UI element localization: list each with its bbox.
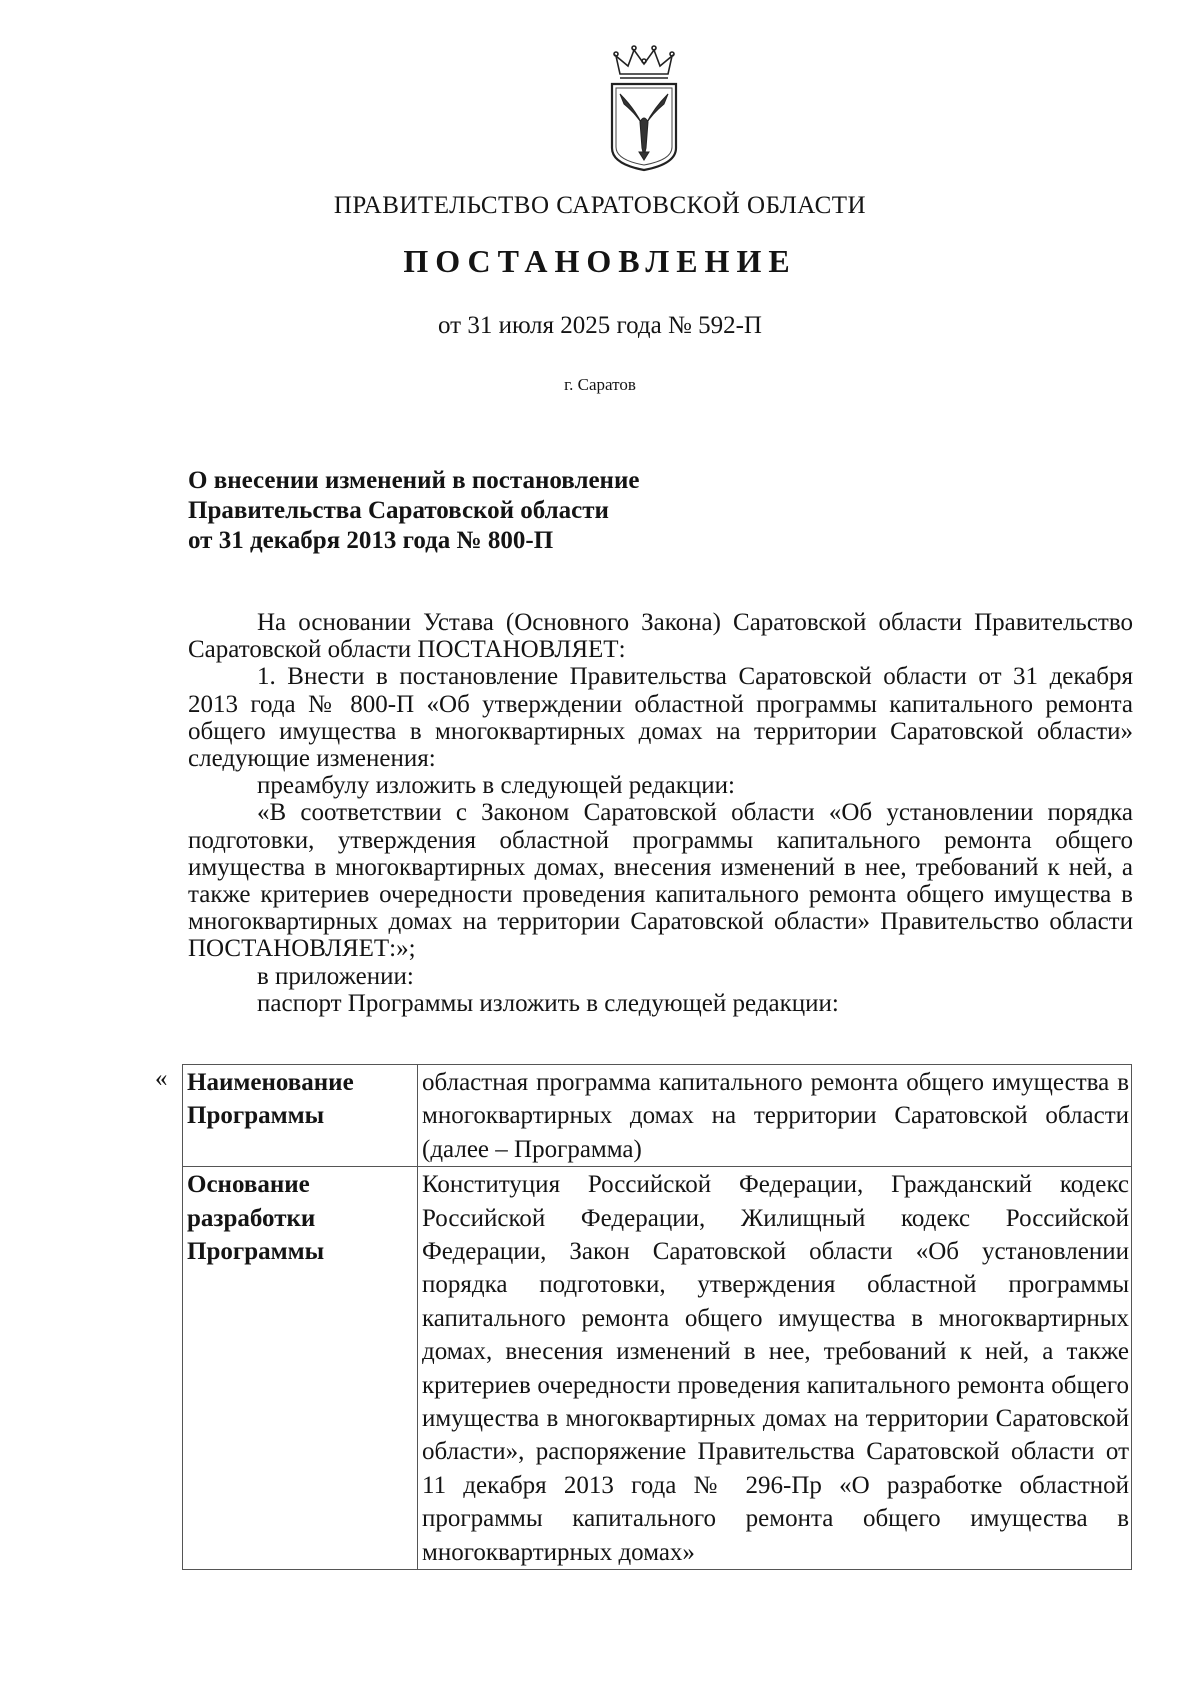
saratov-coat-of-arms-icon — [606, 44, 682, 172]
document-date-number: от 31 июля 2025 года № 592-П — [438, 312, 762, 339]
subject-line: от 31 декабря 2013 года № 800-П — [188, 527, 554, 554]
document-body — [188, 609, 1133, 1017]
body-paragraph: в приложении: — [257, 962, 414, 990]
subject-line: Правительства Саратовской области — [188, 497, 609, 524]
table-cell-value: областная программа капитального ремонта общего имущества в многоквартирных домах на территории Саратовской области (далее – Программа) — [418, 1065, 1132, 1167]
body-paragraph: паспорт Программы изложить в следующей редакции: — [257, 989, 839, 1017]
body-paragraph: 1. Внести в постановление Правительства Саратовской области от 31 декабря 2013 года № 800-П «Об утверждении областной программы капитального ремонта общего имущества в многоквартирных домах на территории Саратовской области» следующие изменения: — [188, 663, 1133, 773]
document-subject — [188, 466, 639, 556]
table-row — [183, 1065, 1132, 1167]
table-row — [183, 1167, 1132, 1570]
table-cell-label: Основание разработки Программы — [183, 1167, 418, 1570]
opening-quote: « — [155, 1065, 168, 1092]
body-paragraph: На основании Устава (Основного Закона) Саратовской области Правительство Саратовской области ПОСТАНОВЛЯЕТ: — [188, 609, 1133, 664]
document-type-title: ПОСТАНОВЛЕНИЕ — [403, 243, 797, 279]
government-name: ПРАВИТЕЛЬСТВО САРАТОВСКОЙ ОБЛАСТИ — [333, 192, 867, 219]
subject-line: О внесении изменений в постановление — [188, 467, 640, 494]
document-city: г. Саратов — [564, 375, 636, 394]
program-passport-table — [182, 1064, 1132, 1570]
body-paragraph: «В соответствии с Законом Саратовской области «Об установлении порядка подготовки, утверждения областной программы капитального ремонта общего имущества в многоквартирных домах, внесения изменений в нее, требований к ней, а также критериев очередности проведения капитального ремонта общего имущества в многоквартирных домах на территории Саратовской области» Правительство области ПОСТАНОВЛЯЕТ:»; — [188, 799, 1133, 963]
table-cell-label: Наименование Программы — [183, 1065, 418, 1167]
table-cell-value: Конституция Российской Федерации, Гражданский кодекс Российской Федерации, Жилищный кодекс Российской Федерации, Закон Саратовской области «Об установлении порядка подготовки, утверждения областной программы капитального ремонта общего имущества в многоквартирных домах, внесения изменений в нее, требований к ней, а также критериев очередности проведения капитального ремонта общего имущества в многоквартирных домах на территории Саратовской области», распоряжение Правительства Саратовской области от 11 декабря 2013 года № 296-Пр «О разработке областной программы капитального ремонта общего имущества в многоквартирных домах» — [418, 1167, 1132, 1570]
body-paragraph: преамбулу изложить в следующей редакции: — [257, 772, 736, 800]
